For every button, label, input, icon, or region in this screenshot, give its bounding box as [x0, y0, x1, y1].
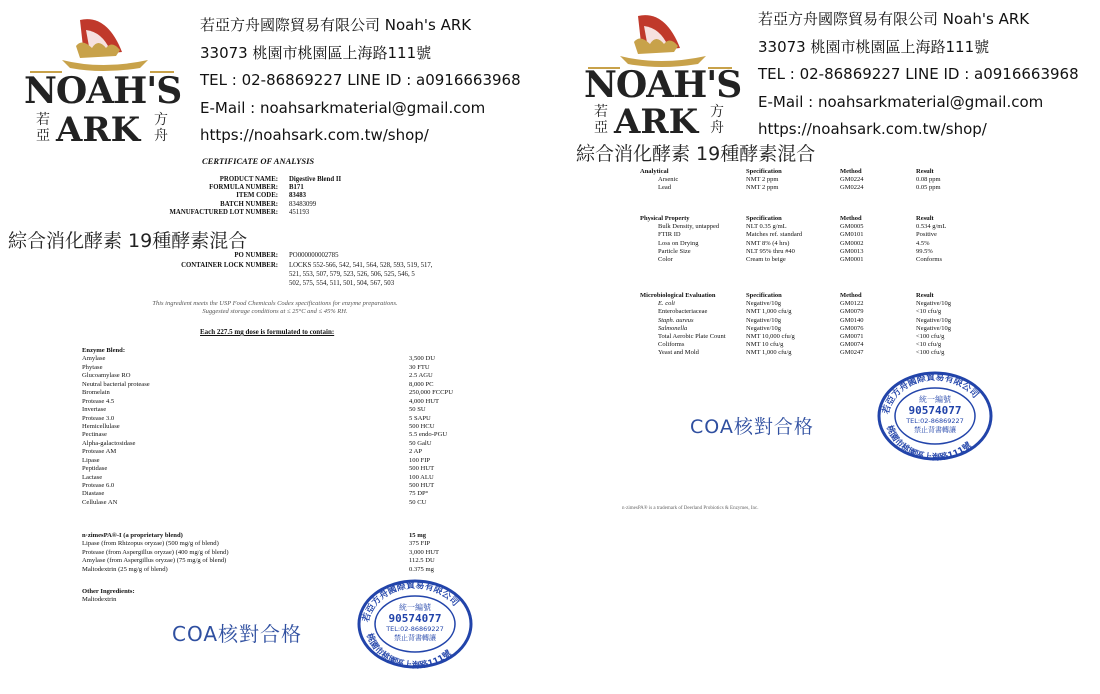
- table-cell: Cream to beige: [746, 255, 786, 263]
- table-cell: Salmonella: [658, 324, 688, 332]
- table-cell: GM0071: [840, 332, 864, 340]
- table-cell: GM0001: [840, 255, 864, 263]
- company-email: E-Mail : noahsarkmaterial@gmail.com: [758, 92, 1044, 111]
- company-address: 33073 桃園市桃園區上海路111號: [200, 43, 432, 62]
- table-header-cell: Physical Property: [640, 215, 690, 222]
- table-cell: Positive: [916, 231, 937, 239]
- table-header-cell: Specification: [746, 292, 782, 299]
- enzyme-name: Protease 6.0: [82, 482, 115, 489]
- company-email: E-Mail : noahsarkmaterial@gmail.com: [200, 98, 486, 117]
- po-number-label: PO NUMBER:: [234, 252, 278, 259]
- enzyme-row: [82, 389, 502, 397]
- enzyme-name: Peptidase: [82, 465, 108, 473]
- enzyme-activity: 30 FTU: [409, 363, 430, 371]
- svg-text:統一編號: 統一編號: [919, 395, 951, 404]
- svg-text:禁止背書轉讓: 禁止背書轉讓: [914, 426, 956, 434]
- table-cell: Enterobacteriaceae: [658, 308, 708, 316]
- svg-text:90574077: 90574077: [388, 612, 442, 625]
- table-header-row: [640, 292, 1078, 300]
- table-row: [658, 231, 1078, 239]
- nzimes-name: Lipase (from Rhizopus oryzae) (500 mg/g of blend): [82, 540, 219, 548]
- enzyme-activity: 500 HCU: [409, 422, 435, 430]
- certificate-fields: [0, 176, 548, 221]
- enzyme-name: Hemicellulase: [82, 422, 120, 430]
- table-row: [658, 256, 1078, 264]
- nzimes-activity: 112.5 DU: [409, 557, 435, 565]
- table-cell: Matches ref. standard: [746, 231, 803, 239]
- field-label-lot: MANUFACTURED LOT NUMBER:: [169, 208, 278, 216]
- table-cell: 0.05 ppm: [916, 184, 941, 192]
- table-cell: E. coli: [658, 300, 675, 308]
- enzyme-name: Glucoamylase RO: [82, 372, 131, 380]
- logo-cjk-left: 若 亞: [594, 104, 608, 136]
- enzyme-activity: 5 SAPU: [409, 414, 431, 422]
- lock-line-2: 521, 553, 507, 579, 523, 526, 506, 525, 546, 5: [289, 271, 415, 278]
- enzyme-activity: 5.5 endo-PGU: [409, 431, 448, 439]
- field-value-product-name: Digestive Blend II: [289, 176, 342, 183]
- table-cell: 99.5%: [916, 247, 933, 255]
- enzyme-name: Protease AM: [82, 448, 117, 456]
- table-cell: GM0074: [840, 341, 864, 349]
- table-cell: Negative/10g: [746, 316, 782, 324]
- logo-word-noahs: NOAH'S: [24, 70, 182, 112]
- table-cell: <100 cfu/g: [916, 349, 945, 357]
- table-cell: NMT 2 ppm: [746, 184, 779, 192]
- enzyme-name: Cellulase AN: [82, 498, 118, 506]
- company-url[interactable]: https://noahsark.com.tw/shop/: [758, 120, 987, 138]
- enzyme-name: Protease 3.0: [82, 414, 115, 422]
- table-cell: NMT 10,000 cfu/g: [746, 332, 795, 340]
- table-cell: Yeast and Mold: [658, 349, 699, 357]
- enzyme-row: [82, 440, 502, 448]
- table-row: [658, 341, 1078, 349]
- table-cell: NMT 10 cfu/g: [746, 341, 784, 349]
- company-logo: [22, 12, 182, 150]
- table-header-row: [640, 215, 1078, 223]
- svg-text:若亞方舟國際貿易有限公司: 若亞方舟國際貿易有限公司: [361, 580, 461, 624]
- field-value-lot: 451193: [289, 208, 310, 216]
- enzyme-row: [82, 381, 502, 389]
- field-value-batch: 83483099: [289, 200, 317, 208]
- table-cell: GM0224: [840, 176, 864, 184]
- field-label-item-code: ITEM CODE:: [236, 192, 278, 200]
- table-cell: 4.5%: [916, 239, 930, 247]
- nzimes-row: [82, 549, 502, 557]
- table-cell: Arsenic: [658, 176, 679, 184]
- table-header-cell: Result: [916, 168, 934, 175]
- coa-pass-label: COA核對合格: [172, 622, 303, 646]
- enzyme-activity: 250,000 FCCPU: [409, 389, 453, 397]
- enzyme-activity: 8,000 PC: [409, 380, 434, 388]
- dose-statement: Each 227.5 mg dose is formulated to contain:: [200, 328, 335, 336]
- enzyme-activity: 75 DP°: [409, 490, 429, 498]
- nzimes-list: [82, 532, 502, 574]
- enzyme-row: [82, 372, 502, 380]
- table-row: [658, 240, 1078, 248]
- nzimes-activity: 375 FIP: [409, 540, 431, 548]
- trademark-note: n·zimesPA® is a trademark of Deerland Probiotics & Enzymes, Inc.: [622, 506, 759, 511]
- analytical-table: [640, 168, 1078, 193]
- table-cell: NLT 95% thru #40: [746, 247, 795, 255]
- enzyme-activity: 100 FIP: [409, 456, 431, 464]
- table-cell: FTIR ID: [658, 231, 681, 239]
- nzimes-name: Amylase (from Aspergillus oryzae) (75 mg/g of blend): [82, 557, 227, 565]
- lock-number-label: CONTAINER LOCK NUMBER:: [181, 262, 278, 269]
- company-phone: TEL : 02-86869227 LINE ID : a0916663968: [758, 65, 1079, 83]
- field-label-formula: FORMULA NUMBER:: [209, 184, 278, 192]
- svg-text:90574077: 90574077: [908, 404, 962, 417]
- company-seal-stamp: [356, 578, 474, 670]
- table-header-cell: Method: [840, 215, 862, 222]
- nzimes-header: n·zimesPA®-I (a proprietary blend) 15 mg: [82, 532, 427, 539]
- table-header-cell: Microbiological Evaluation: [640, 292, 716, 299]
- enzyme-activity: 2.5 AGU: [409, 372, 433, 380]
- table-cell: 0.08 ppm: [916, 176, 941, 184]
- enzyme-name: Neutral bacterial protease: [82, 380, 150, 388]
- table-cell: Loss on Drying: [658, 239, 699, 247]
- company-logo-right: [580, 8, 742, 142]
- nzimes-row: [82, 566, 502, 574]
- enzyme-row: [82, 482, 502, 490]
- table-cell: Negative/10g: [916, 300, 952, 308]
- po-number-value: PO000000002785: [289, 252, 339, 259]
- enzyme-blend-header: Enzyme Blend:: [82, 347, 126, 354]
- company-address: 33073 桃園市桃園區上海路111號: [758, 37, 990, 56]
- enzyme-name: Lactase: [82, 473, 103, 481]
- enzyme-activity: 2 AP: [409, 448, 423, 456]
- table-cell: NMT 1,000 cfu/g: [746, 308, 792, 316]
- table-cell: Bulk Density, untapped: [658, 223, 720, 231]
- field-value-formula: B171: [289, 184, 304, 192]
- coa-page-right: [550, 0, 1100, 694]
- nzimes-row: [82, 557, 502, 565]
- enzyme-activity: 3,500 DU: [409, 355, 436, 363]
- enzyme-row: [82, 364, 502, 372]
- other-ingredients-value: Maltodextrin: [82, 596, 117, 604]
- company-url[interactable]: https://noahsark.com.tw/shop/: [200, 126, 429, 144]
- svg-text:桃園市桃園區上海路111號: 桃園市桃園區上海路111號: [883, 424, 974, 462]
- other-ingredients: [82, 588, 382, 605]
- svg-text:統一編號: 統一編號: [399, 603, 431, 612]
- enzyme-row: [82, 474, 502, 482]
- table-cell: GM0140: [840, 316, 864, 324]
- usp-note: This ingredient meets the USP Food Chemicals Codex specifications for enzyme preparations. Suggested storage conditions at ≤ 25°C and ≤ 45% RH.: [152, 300, 398, 315]
- nzimes-activity: 3,000 HUT: [409, 548, 440, 556]
- table-cell: GM0122: [840, 300, 864, 308]
- company-contact-block-right: [758, 6, 1079, 144]
- table-cell: GM0247: [840, 349, 864, 357]
- svg-text:TEL:02-86869227: TEL:02-86869227: [906, 417, 964, 425]
- field-label-batch: BATCH NUMBER:: [220, 200, 278, 208]
- table-cell: Conforms: [916, 255, 942, 263]
- enzyme-name: Lipase: [82, 456, 100, 464]
- table-header-row: [640, 168, 1078, 176]
- product-caption: 綜合消化酵素 19種酵素混合: [8, 228, 251, 254]
- enzyme-name: Diastase: [82, 490, 105, 498]
- table-cell: NLT 0.35 g/mL: [746, 223, 787, 231]
- nzimes-activity: 0.375 mg: [409, 565, 434, 573]
- enzyme-row: [82, 457, 502, 465]
- table-row: [658, 184, 1078, 192]
- enzyme-activity: 4,000 HUT: [409, 397, 440, 405]
- table-cell: NMT 2 ppm: [746, 176, 779, 184]
- table-header-cell: Result: [916, 292, 934, 299]
- table-row: [658, 349, 1078, 357]
- table-cell: Negative/10g: [746, 324, 782, 332]
- enzyme-row: [82, 448, 502, 456]
- table-row: [658, 176, 1078, 184]
- enzyme-activity: 500 HUT: [409, 482, 435, 489]
- lock-line-1: LOCKS 552-566, 542, 541, 564, 528, 593, 519, 517,: [289, 262, 433, 269]
- table-cell: GM0013: [840, 247, 864, 255]
- enzyme-row: [82, 415, 502, 423]
- table-cell: Coliforms: [658, 341, 685, 349]
- table-row: [658, 308, 1078, 316]
- product-caption-right: 綜合消化酵素 19種酵素混合: [576, 143, 816, 165]
- enzyme-row: [82, 499, 502, 507]
- enzyme-activity: 50 CU: [409, 498, 427, 506]
- nzimes-name: Protease (from Aspergillus oryzae) (400 mg/g of blend): [82, 548, 229, 556]
- table-cell: GM0079: [840, 308, 864, 316]
- nzimes-row: [82, 540, 502, 548]
- field-value-item-code: 83483: [289, 192, 306, 200]
- enzyme-name: Protease 4.5: [82, 397, 115, 405]
- company-name: 若亞方舟國際貿易有限公司 Noah's ARK: [758, 10, 1030, 28]
- table-cell: GM0224: [840, 184, 864, 192]
- enzyme-row: [82, 355, 502, 363]
- nzimes-name: Maltodextrin (25 mg/g of blend): [82, 565, 168, 573]
- coa-pass-label-right: COA核對合格: [690, 416, 814, 438]
- enzyme-row: [82, 465, 502, 473]
- enzyme-row: [82, 431, 502, 439]
- field-label-product-name: PRODUCT NAME:: [219, 176, 278, 183]
- physical-property-table: [640, 215, 1078, 264]
- table-header-cell: Analytical: [640, 168, 669, 175]
- table-cell: Negative/10g: [746, 300, 782, 308]
- table-cell: Lead: [658, 184, 671, 192]
- table-cell: GM0005: [840, 223, 864, 231]
- enzyme-activity: 500 HUT: [409, 465, 435, 473]
- table-cell: Negative/10g: [916, 324, 952, 332]
- enzyme-activity: 50 GalU: [409, 439, 432, 447]
- table-header-cell: Specification: [746, 168, 782, 175]
- enzyme-blend-list: [82, 347, 502, 507]
- enzyme-row: [82, 406, 502, 414]
- table-header-cell: Method: [840, 168, 862, 175]
- table-row: [658, 325, 1078, 333]
- svg-text:若亞方舟國際貿易有限公司: 若亞方舟國際貿易有限公司: [881, 372, 981, 416]
- enzyme-name: Amylase: [82, 355, 106, 363]
- boat-sail-icon: [580, 8, 740, 72]
- table-cell: Color: [658, 255, 673, 263]
- enzyme-row: [82, 423, 502, 431]
- boat-sail-icon: [22, 12, 182, 76]
- table-header-cell: Specification: [746, 215, 782, 222]
- table-cell: <10 cfu/g: [916, 341, 942, 349]
- table-cell: Staph. aureus: [658, 316, 694, 324]
- table-cell: NMT 8% (4 hrs): [746, 239, 790, 247]
- enzyme-row: [82, 490, 502, 498]
- table-header-cell: Result: [916, 215, 934, 222]
- enzyme-activity: 100 ALU: [409, 473, 434, 481]
- logo-word-noahs: NOAH'S: [584, 64, 742, 106]
- table-cell: Negative/10g: [916, 316, 952, 324]
- enzyme-name: Phytase: [82, 363, 103, 371]
- certificate-title: CERTIFICATE OF ANALYSIS: [202, 156, 315, 166]
- enzyme-row: [82, 398, 502, 406]
- logo-word-ark: ARK: [56, 110, 141, 150]
- microbiological-table: [640, 292, 1078, 358]
- company-contact-block: [200, 12, 521, 150]
- svg-text:禁止背書轉讓: 禁止背書轉讓: [394, 634, 436, 642]
- svg-text:桃園市桃園區上海路111號: 桃園市桃園區上海路111號: [363, 632, 454, 670]
- table-header-cell: Method: [840, 292, 862, 299]
- table-cell: Total Aerobic Plate Count: [658, 332, 726, 340]
- table-cell: NMT 1,000 cfu/g: [746, 349, 792, 357]
- table-row: [658, 317, 1078, 325]
- table-cell: GM0101: [840, 231, 864, 239]
- company-seal-stamp-right: [876, 370, 994, 462]
- logo-cjk-left: 若 亞: [36, 112, 50, 144]
- table-cell: <10 cfu/g: [916, 308, 942, 316]
- company-name: 若亞方舟國際貿易有限公司 Noah's ARK: [200, 16, 472, 34]
- table-cell: <100 cfu/g: [916, 332, 945, 340]
- enzyme-name: Alpha-galactosidase: [82, 439, 136, 447]
- coa-page-left: [0, 0, 548, 694]
- enzyme-name: Bromelain: [82, 389, 110, 397]
- table-cell: 0.534 g/mL: [916, 223, 947, 231]
- po-lock-block: [0, 252, 548, 292]
- lock-line-3: 502, 575, 554, 511, 501, 504, 567, 503: [289, 280, 395, 287]
- table-cell: Particle Size: [658, 247, 691, 255]
- enzyme-name: Invertase: [82, 406, 107, 414]
- enzyme-activity: 50 SU: [409, 406, 426, 414]
- company-phone: TEL : 02-86869227 LINE ID : a0916663968: [200, 71, 521, 89]
- table-cell: GM0002: [840, 239, 864, 247]
- table-cell: GM0076: [840, 324, 864, 332]
- enzyme-name: Pectinase: [82, 431, 107, 439]
- svg-text:TEL:02-86869227: TEL:02-86869227: [386, 625, 444, 633]
- table-row: [658, 300, 1078, 308]
- table-row: [658, 223, 1078, 231]
- logo-word-ark: ARK: [614, 102, 699, 142]
- other-ingredients-header: Other Ingredients:: [82, 588, 135, 595]
- table-row: [658, 248, 1078, 256]
- table-row: [658, 333, 1078, 341]
- logo-cjk-right: 方 舟: [154, 112, 168, 144]
- logo-cjk-right: 方 舟: [710, 104, 724, 136]
